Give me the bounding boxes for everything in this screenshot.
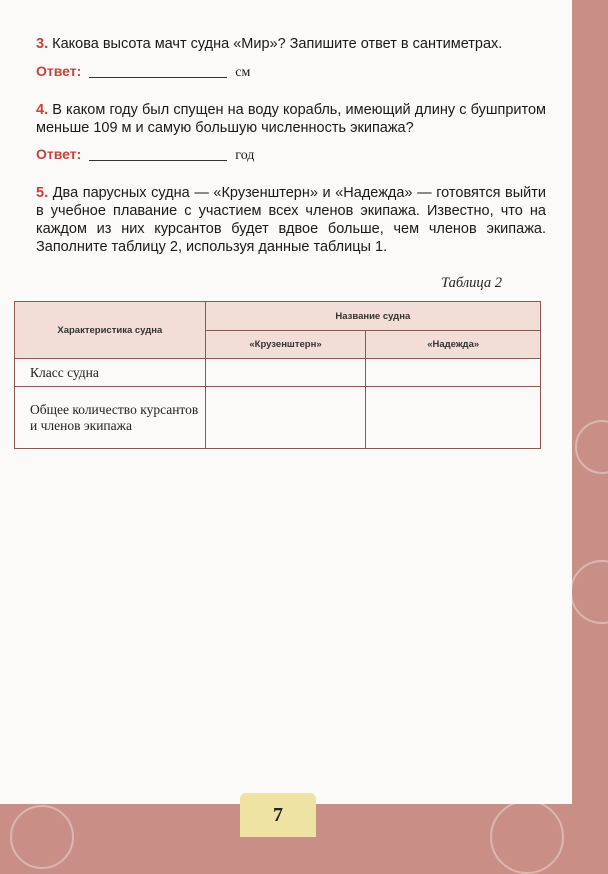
table-cell-input[interactable] — [205, 359, 366, 387]
task-text: Два парусных судна — «Крузенштерн» и «Надежда» — готовятся выйти в учебное плавание с участием всех членов экипажа. Известно, что на каждом из них курсантов будет вдвое больше, чем членов экипажа. Заполните таблицу 2, используя данные таблицы 1. — [36, 185, 546, 255]
answer-field[interactable] — [89, 160, 227, 161]
task-5 — [36, 184, 546, 256]
header-col-nadezhda: «Надежда» — [366, 331, 541, 359]
gear-decoration — [570, 560, 608, 624]
answer-line-3 — [36, 63, 250, 81]
task-number: 3. — [36, 36, 49, 52]
answer-unit: см — [235, 65, 251, 80]
page-number: 7 — [240, 793, 316, 837]
row-label: Класс судна — [15, 359, 206, 387]
header-characteristic: Характеристика судна — [15, 302, 206, 359]
task-number: 4. — [36, 102, 49, 118]
header-ship-name: Название судна — [205, 302, 540, 331]
task-text: Какова высота мачт судна «Мир»? Запишите ответ в сантиметрах. — [52, 36, 503, 52]
answer-unit: год — [235, 148, 255, 163]
table-2 — [14, 301, 541, 449]
answer-field[interactable] — [89, 77, 227, 78]
gear-decoration — [490, 800, 564, 874]
answer-label: Ответ: — [36, 63, 82, 79]
answer-label: Ответ: — [36, 146, 82, 162]
table-caption: Таблица 2 — [441, 275, 502, 291]
task-number: 5. — [36, 185, 49, 201]
row-label: Общее количество курсантов и членов экипажа — [15, 387, 206, 449]
task-3 — [36, 35, 546, 53]
header-col-kruzenshtern: «Крузенштерн» — [205, 331, 366, 359]
table-cell-input[interactable] — [366, 359, 541, 387]
gear-decoration — [10, 805, 74, 869]
gear-decoration — [575, 420, 608, 474]
answer-line-4 — [36, 146, 254, 164]
table-cell-input[interactable] — [366, 387, 541, 449]
task-4 — [36, 101, 546, 137]
table-cell-input[interactable] — [205, 387, 366, 449]
task-text: В каком году был спущен на воду корабль, имеющий длину с бушпритом меньше 109 м и самую большую численность экипажа? — [36, 102, 546, 136]
